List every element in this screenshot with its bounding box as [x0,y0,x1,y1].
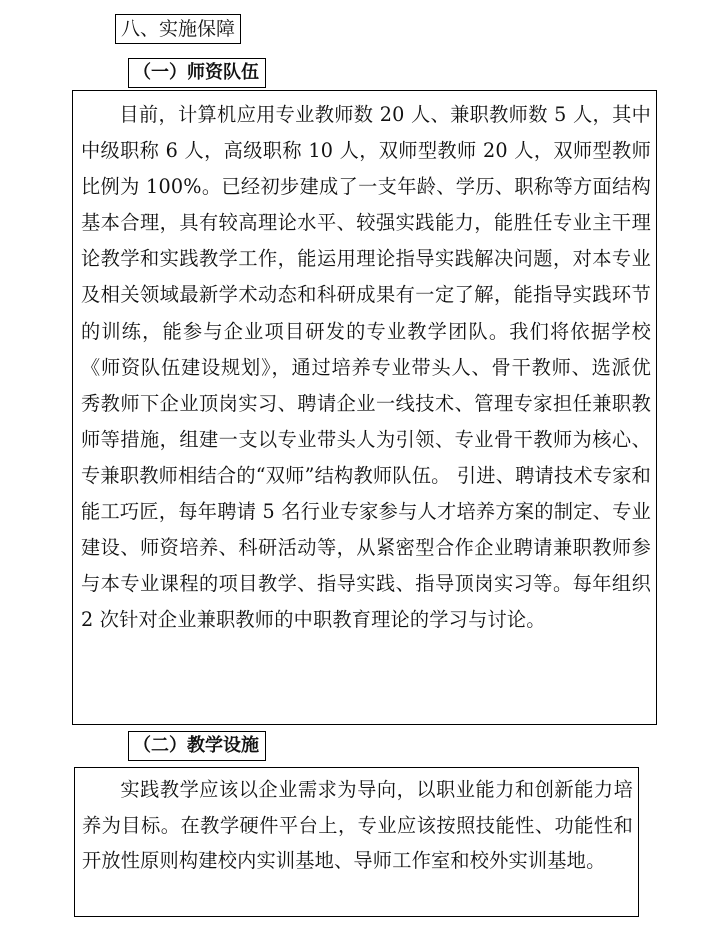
section-heading: 八、实施保障 [115,14,241,44]
facilities-text-box [74,767,639,917]
facilities-paragraph: 实践教学应该以企业需求为导向，以职业能力和创新能力培养为目标。在教学硬件平台上，专业应该按照技能性、功能性和开放性原则构建校内实训基地、导师工作室和校外实训基地。 [82,778,633,872]
subsection-heading-faculty: （一）师资队伍 [128,58,266,88]
faculty-text-box [72,90,657,725]
subsection-heading-facilities: （二）教学设施 [128,731,266,761]
faculty-paragraph: 目前，计算机应用专业教师数 20 人、兼职教师数 5 人，其中中级职称 6 人，高级职称 10 人，双师型教师 20 人，双师型教师比例为 100%。已经初步建成了一支年龄、学历、职称等方面结构基本合理，具有较高理论水平、较强实践能力，能胜任专业主干理论教学和实践教学工作，能运用理论指导实践解决问题，对本专业及相关领域最新学术动态和科研成果有一定了解，能指导实践环节的训练，能参与企业项目研发的专业教学团队。我们将依据学校《师资队伍建设规划》，通过培养专业带头人、骨干教师、选派优秀教师下企业顶岗实习、聘请企业一线技术、管理专家担任兼职教师等措施，组建一支以专业带头人为引领、专业骨干教师为核心、专兼职教师相结合的“双师”结构教师队伍。 引进、聘请技术专家和能工巧匠，每年聘请 5 名行业专家参与人才培养方案的制定、专业建设、师资培养、科研活动等，从紧密型合作企业聘请兼职教师参与本专业课程的项目教学、指导实践、指导顶岗实习等。每年组织 2 次针对企业兼职教师的中职教育理论的学习与讨论。 [81,103,651,632]
